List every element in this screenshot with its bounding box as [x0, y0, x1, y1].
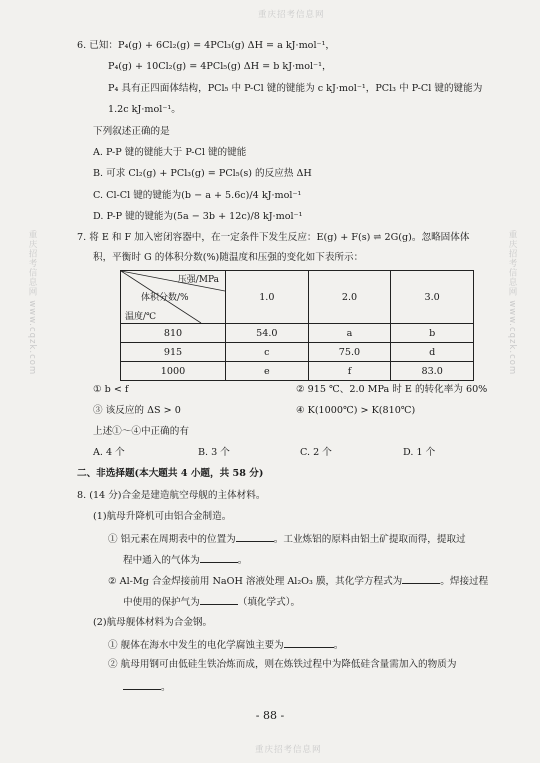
pressure-header: 1.0: [226, 271, 309, 324]
answer-blank[interactable]: [200, 553, 238, 563]
value-cell: 75.0: [308, 343, 391, 362]
header-temp-label: 温度/℃: [125, 312, 157, 322]
q8-part2: (2)航母舰体材料为合金钢。: [93, 617, 213, 628]
q7-line1: 7. 将 E 和 F 加入密闭容器中，在一定条件下发生反应：E(g) + F(s) ⇌ 2G(g)。忽略固体体: [77, 232, 470, 243]
table-row: [121, 343, 474, 362]
value-cell: d: [391, 343, 474, 362]
q8-p1a: [108, 532, 466, 546]
q8-p1a-mid: 。工业炼铝的原料由铝土矿提取而得，提取过: [273, 534, 466, 545]
pressure-header: 2.0: [308, 271, 391, 324]
q8-p2b-end: 。: [161, 682, 171, 693]
answer-blank[interactable]: [284, 638, 334, 648]
q6-line1: 6. 已知：P₄(g) + 6Cl₂(g) = 4PCl₃(g) ΔH = a kJ·mol⁻¹，: [77, 40, 336, 51]
q7-statement-3: ③ 该反应的 ΔS > 0: [93, 405, 181, 416]
value-cell: e: [226, 362, 309, 381]
q6-option-b: B. 可求 Cl₂(g) + PCl₃(g) = PCl₅(s) 的反应热 ΔH: [93, 168, 312, 179]
answer-blank[interactable]: [200, 595, 238, 605]
q6-line4: 1.2c kJ·mol⁻¹。: [108, 104, 181, 115]
temp-cell: 1000: [121, 362, 226, 381]
header-fraction-label: 体积分数/%: [141, 293, 189, 303]
value-cell: c: [226, 343, 309, 362]
q6-option-d: D. P-P 键的键能为(5a − 3b + 12c)/8 kJ·mol⁻¹: [93, 211, 303, 222]
section-title: 二、非选择题(本大题共 4 小题，共 58 分): [77, 468, 264, 479]
answer-blank[interactable]: [402, 574, 440, 584]
watermark-top: 重庆招考信息网: [258, 10, 325, 20]
q8-p1b2-end: （填化学式）。: [237, 597, 301, 608]
q7-option-b: B. 3 个: [198, 447, 230, 458]
q7-stem: 上述①～④中正确的有: [93, 426, 189, 437]
q6-line3: P₄ 具有正四面体结构，PCl₅ 中 P-Cl 键的键能为 c kJ·mol⁻¹，PCl₃ 中 P-Cl 键的键能为: [108, 83, 483, 94]
q6-stem: 下列叙述正确的是: [93, 126, 170, 137]
watermark-side-left: 重庆招考信息网 www.cqzk.com: [27, 230, 37, 376]
q8-line1: 8. (14 分)合金是建造航空母舰的主体材料。: [77, 490, 266, 501]
q8-p1a-text: ① 铝元素在周期表中的位置为: [108, 534, 236, 545]
value-cell: 83.0: [391, 362, 474, 381]
answer-blank[interactable]: [236, 532, 274, 542]
q7-option-d: D. 1 个: [403, 447, 436, 458]
value-cell: f: [308, 362, 391, 381]
q7-data-table: [120, 270, 474, 381]
q8-p1a2: [123, 553, 247, 567]
pressure-header: 3.0: [391, 271, 474, 324]
q8-part1: (1)航母升降机可由铝合金制造。: [93, 511, 232, 522]
table-row: [121, 362, 474, 381]
q8-p1b-end: 。焊接过程: [440, 576, 489, 587]
q8-p1b: [108, 574, 488, 588]
q8-p1a2-text: 程中通入的气体为: [123, 555, 200, 566]
q6-option-a: A. P-P 键的键能大于 P-Cl 键的键能: [93, 147, 247, 158]
q7-statement-4: ④ K(1000℃) > K(810℃): [296, 405, 416, 416]
temp-cell: 915: [121, 343, 226, 362]
q8-p1b2: [123, 595, 300, 609]
temp-cell: 810: [121, 324, 226, 343]
q8-p2b: ② 航母用钢可由低硅生铁冶炼而成，则在炼铁过程中为降低硅含量需加入的物质为: [108, 659, 457, 670]
q7-option-a: A. 4 个: [93, 447, 125, 458]
q8-p1a2-end: 。: [237, 555, 248, 566]
header-pressure-label: 压强/MPa: [177, 275, 219, 285]
watermark-bottom: 重庆招考信息网: [255, 745, 322, 755]
q6-line2: P₄(g) + 10Cl₂(g) = 4PCl₅(g) ΔH = b kJ·mol⁻¹，: [108, 61, 332, 72]
q7-option-c: C. 2 个: [300, 447, 332, 458]
q8-p2a: [108, 638, 343, 652]
answer-blank[interactable]: [123, 680, 161, 690]
value-cell: b: [391, 324, 474, 343]
q6-option-c: C. Cl-Cl 键的键能为(b − a + 5.6c)/4 kJ·mol⁻¹: [93, 190, 302, 201]
q8-p2a-end: 。: [333, 640, 344, 651]
q8-p1b-text: ② Al-Mg 合金焊接前用 NaOH 溶液处理 Al₂O₃ 膜，其化学方程式为: [108, 576, 403, 587]
q7-statement-1: ① b < f: [93, 384, 129, 395]
q7-statement-2: ② 915 ℃、2.0 MPa 时 E 的转化率为 60%: [296, 384, 488, 395]
q8-p2b2: [123, 680, 171, 694]
value-cell: a: [308, 324, 391, 343]
table-row: [121, 324, 474, 343]
q8-p1b2-text: 中使用的保护气为: [123, 597, 200, 608]
table-header-diagonal-cell: [121, 271, 226, 324]
page-number: - 88 -: [255, 709, 285, 722]
value-cell: 54.0: [226, 324, 309, 343]
watermark-side-right: 重庆招考信息网 www.cqzk.com: [507, 230, 517, 376]
q7-line2: 积，平衡时 G 的体积分数(%)随温度和压强的变化如下表所示：: [93, 252, 364, 263]
q8-p2a-text: ① 舰体在海水中发生的电化学腐蚀主要为: [108, 640, 284, 651]
